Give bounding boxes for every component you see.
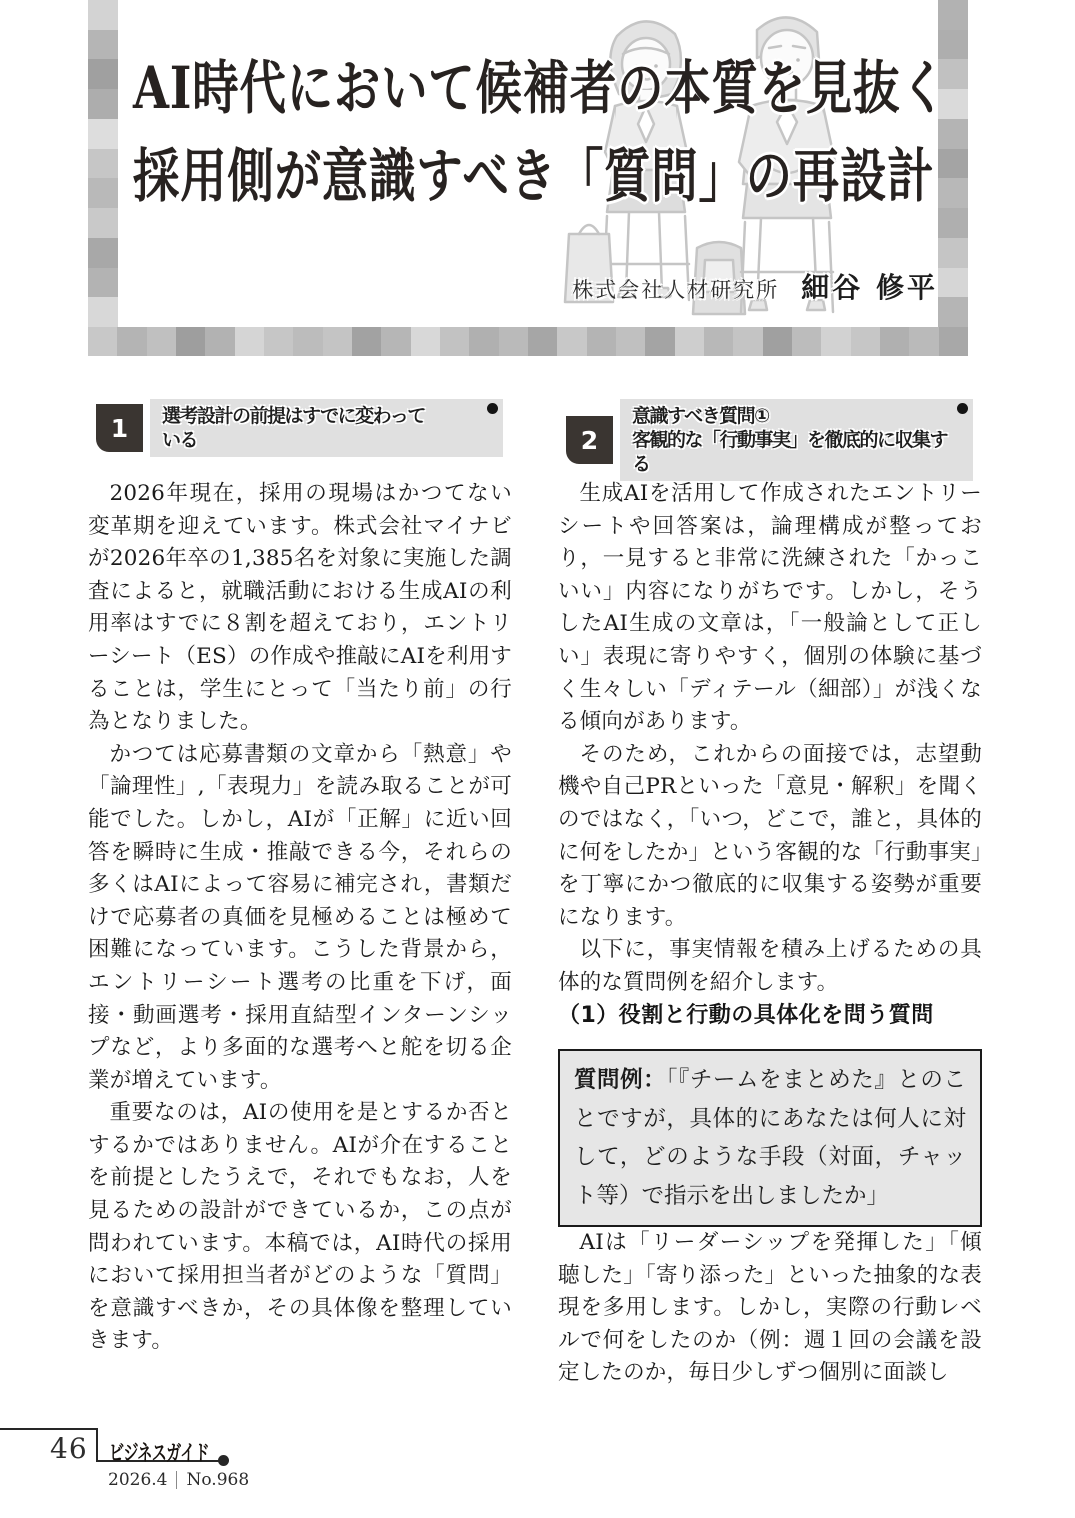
article-title-line2: 採用側が意識すべき「質問」の再設計	[133, 142, 935, 210]
page-footer	[0, 1428, 300, 1498]
mosaic-tile	[88, 327, 117, 356]
mosaic-tile	[88, 208, 118, 238]
section-2-corner-dot	[957, 403, 968, 414]
issue-number: No.968	[186, 1470, 250, 1490]
section-1-header	[96, 399, 503, 457]
issue-info	[108, 1470, 249, 1490]
section-1-heading-line1: 選考設計の前提はすでに変わって	[162, 405, 425, 427]
paragraph: かつては応募書類の文章から「熱意」や「論理性」,「表現力」を読み取ることが可能でした。しかし，AIが「正解」に近い回答を瞬時に生成・推敲できる今，それらの多くはAIによって容易に補完され，書類だけで応募者の真価を見極めることは極めて困難になっています。こうした背景から，エントリーシート選考の比重を下げ，面接・動画選考・採用直結型インターンシップなど，より多面的な選考へと舵を切る企業が増えています。	[88, 741, 512, 1093]
mosaic-tile	[147, 327, 176, 356]
author-name: 細谷 修平	[801, 271, 938, 304]
mosaic-tile	[469, 327, 498, 356]
footer-rule-vertical	[96, 1428, 98, 1462]
mosaic-tile	[938, 238, 968, 268]
mosaic-tile	[88, 119, 118, 149]
issue-date: 2026.4	[108, 1470, 168, 1490]
mosaic-tile	[88, 89, 118, 119]
question-example-box	[558, 1049, 982, 1227]
section-2-number: 2	[566, 416, 613, 464]
mosaic-tile	[235, 327, 264, 356]
mosaic-tile	[499, 327, 528, 356]
section-1-number: 1	[96, 404, 143, 452]
footer-rule-end-dot	[218, 1455, 229, 1466]
mosaic-tile	[264, 327, 293, 356]
section-2-heading-line2: 客観的な「行動事実」を徹底的に収集する	[632, 429, 948, 475]
mosaic-tile	[88, 0, 118, 30]
mosaic-tile	[293, 327, 322, 356]
mosaic-tile	[909, 327, 938, 356]
mosaic-tile	[88, 238, 118, 268]
question-example-label: 質問例：	[574, 1067, 667, 1094]
article-title-line1: AI時代において候補者の本質を見抜く	[133, 54, 948, 122]
mosaic-tile	[411, 327, 440, 356]
section-1-corner-dot	[487, 403, 498, 414]
mosaic-tile	[528, 327, 557, 356]
author-organization: 株式会社人材研究所	[572, 278, 780, 302]
mosaic-tile	[939, 327, 968, 356]
body-column-left	[88, 478, 512, 1358]
paragraph: そのため，これからの面接では，志望動機や自己PRといった「意見・解釈」を聞くのではなく，「いつ，どこで，誰と，具体的に何をしたか」という客観的な「行動事実」を丁寧にかつ徹底的に収集する姿勢が重要になります。	[558, 741, 982, 930]
mosaic-tile	[88, 268, 118, 298]
body-column-right	[558, 478, 982, 1390]
magazine-logo: ビジネスガイド	[109, 1441, 209, 1465]
footer-rule-top	[0, 1428, 98, 1430]
paragraph: 2026年現在，採用の現場はかつてない変革期を迎えています。株式会社マイナビが2026年卒の1,385名を対象に実施した調査によると，就職活動における生成AIの利用率はすでに８割を超えており，エントリーシート（ES）の作成や推敲にAIを利用することは，学生にとって「当たり前」の行為となりました。	[88, 481, 512, 735]
mosaic-tile	[88, 297, 118, 327]
page-number: 46	[50, 1432, 88, 1465]
article-title	[133, 44, 948, 220]
section-1-heading-line2: いる	[162, 429, 198, 451]
question-example-text: 「『チームをまとめた』とのことですが，具体的にあなたは何人に対して，どのような手段（対面，チャット等）で指示を出しましたか」	[574, 1067, 966, 1209]
paragraph: 生成AIを活用して作成されたエントリーシートや回答案は，論理構成が整っており，一見すると非常に洗練された「かっこいい」内容になりがちです。しかし，そうしたAI生成の文章は，「一般論として正しい」表現に寄りやすく，個別の体験に基づく生々しい「ディテール（細部）」が浅くなる傾向があります。	[558, 481, 982, 735]
section-1-band	[150, 399, 503, 457]
mosaic-tile	[176, 327, 205, 356]
mosaic-tile	[117, 327, 146, 356]
paragraph: 以下に，事実情報を積み上げるための具体的な質問例を紹介します。	[558, 937, 982, 995]
mosaic-tile	[205, 327, 234, 356]
issue-separator	[176, 1471, 177, 1489]
mosaic-tile	[88, 30, 118, 60]
mosaic-tile	[88, 59, 118, 89]
mosaic-tile	[938, 0, 968, 30]
mosaic-tile	[440, 327, 469, 356]
mosaic-tile	[381, 327, 410, 356]
paragraph: AIは「リーダーシップを発揮した」「傾聴した」「寄り添った」といった抽象的な表現を多用します。しかし，実際の行動レベルで何をしたのか（例：週１回の会議を設定したのか，毎日少しずつ個別に面談し	[558, 1230, 982, 1386]
mosaic-tile	[88, 178, 118, 208]
author-line	[572, 266, 938, 306]
paragraph: 重要なのは，AIの使用を是とするか否とするかではありません。AIが介在することを前提としたうえで，それでもなお，人を見るための設計ができているか，この点が問われています。本稿では，AI時代の採用において採用担当者がどのような「質問」を意識すべきか，その具体像を整理していきます。	[88, 1100, 512, 1354]
subheading-question-1: （1）役割と行動の具体化を問う質問	[558, 1002, 934, 1028]
section-2-band	[620, 399, 973, 481]
section-2-header	[566, 399, 973, 481]
mosaic-tile	[938, 297, 968, 327]
mosaic-tile	[323, 327, 352, 356]
mosaic-tile	[352, 327, 381, 356]
mosaic-strip-left	[88, 0, 118, 327]
section-2-heading-line1: 意識すべき質問①	[632, 405, 769, 427]
mosaic-tile	[938, 268, 968, 298]
mosaic-tile	[88, 149, 118, 179]
